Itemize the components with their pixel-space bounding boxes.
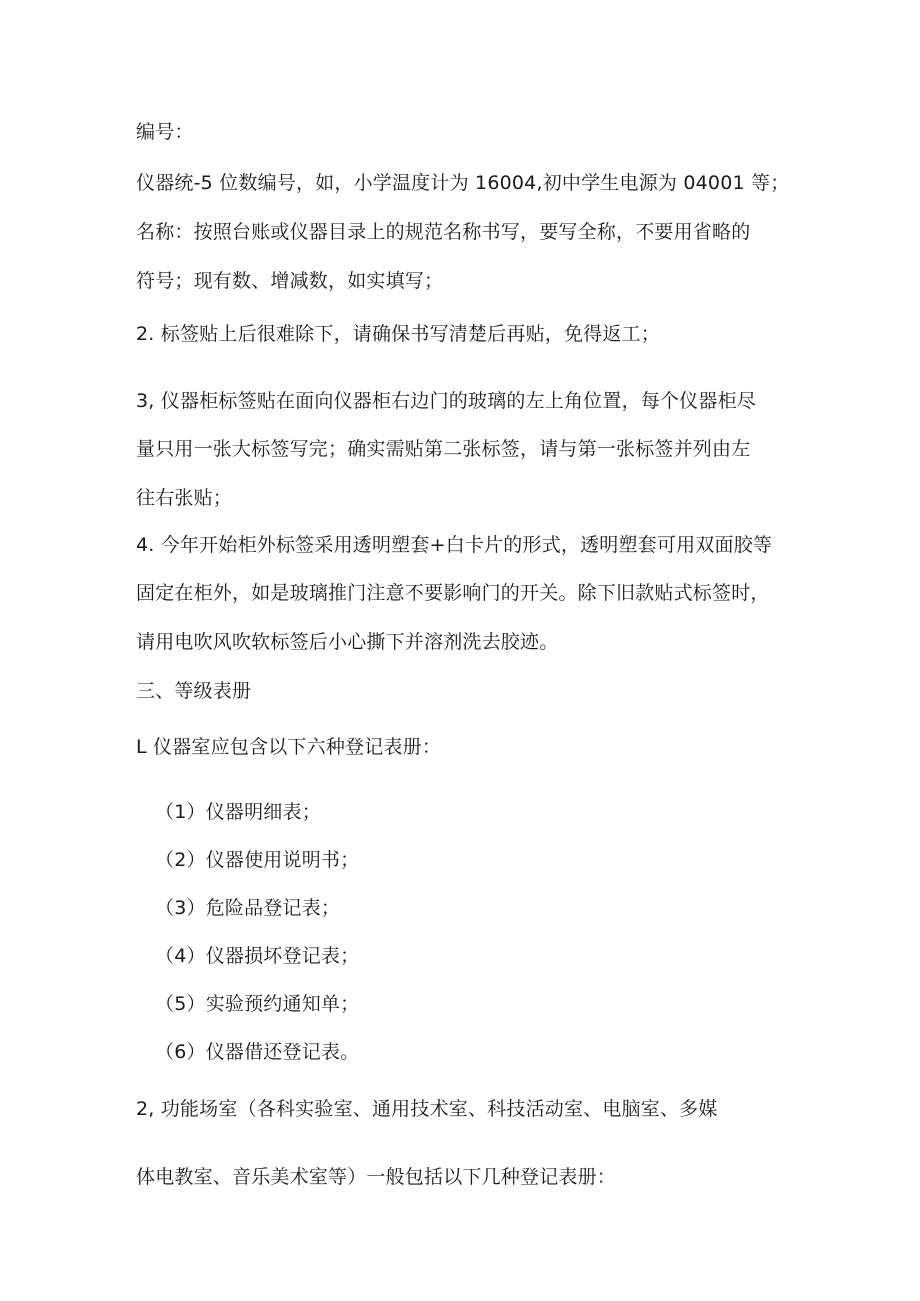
list-item: （3）危险品登记表；	[155, 897, 341, 919]
paragraph-line: L 仪器室应包含以下六种登记表册：	[136, 736, 442, 758]
paragraph-line: 往右张贴；	[136, 487, 233, 509]
section-heading: 三、等级表册	[136, 680, 252, 702]
list-item: （6）仪器借还登记表。	[155, 1041, 360, 1063]
paragraph-line: 体电教室、音乐美术室等）一般包括以下几种登记表册：	[136, 1166, 617, 1188]
paragraph-line: 量只用一张大标签写完；确实需贴第二张标签，请与第一张标签并列由左	[136, 438, 751, 460]
paragraph-line: 请用电吹风吹软标签后小心撕下并溶剂洗去胶迹。	[136, 631, 559, 653]
list-item: （4）仪器损坏登记表；	[155, 945, 360, 967]
paragraph-line: 符号；现有数、增减数，如实填写；	[136, 270, 444, 292]
paragraph-line: 4. 今年开始柜外标签采用透明塑套+白卡片的形式，透明塑套可用双面胶等	[136, 534, 773, 556]
paragraph-line: 名称：按照台账或仪器目录上的规范名称书写，要写全称，不要用省略的	[136, 221, 751, 243]
paragraph-line: 2. 标签贴上后很难除下，请确保书写清楚后再贴，免得返工；	[136, 323, 660, 345]
paragraph-line: 2, 功能场室（各科实验室、通用技术室、科技活动室、电脑室、多媒	[136, 1098, 718, 1120]
list-item: （1）仪器明细表；	[155, 801, 321, 823]
list-item: （5）实验预约通知单；	[155, 993, 360, 1015]
list-item: （2）仪器使用说明书；	[155, 849, 360, 871]
paragraph-line: 固定在柜外，如是玻璃推门注意不要影响门的开关。除下旧款贴式标签时，	[136, 582, 770, 604]
paragraph-line: 3, 仪器柜标签贴在面向仪器柜右边门的玻璃的左上角位置，每个仪器柜尽	[136, 390, 756, 412]
paragraph-line: 仪器统-5 位数编号，如，小学温度计为 16004,初中学生电源为 04001 等；	[136, 172, 790, 194]
heading-numbering: 编号：	[136, 121, 194, 143]
